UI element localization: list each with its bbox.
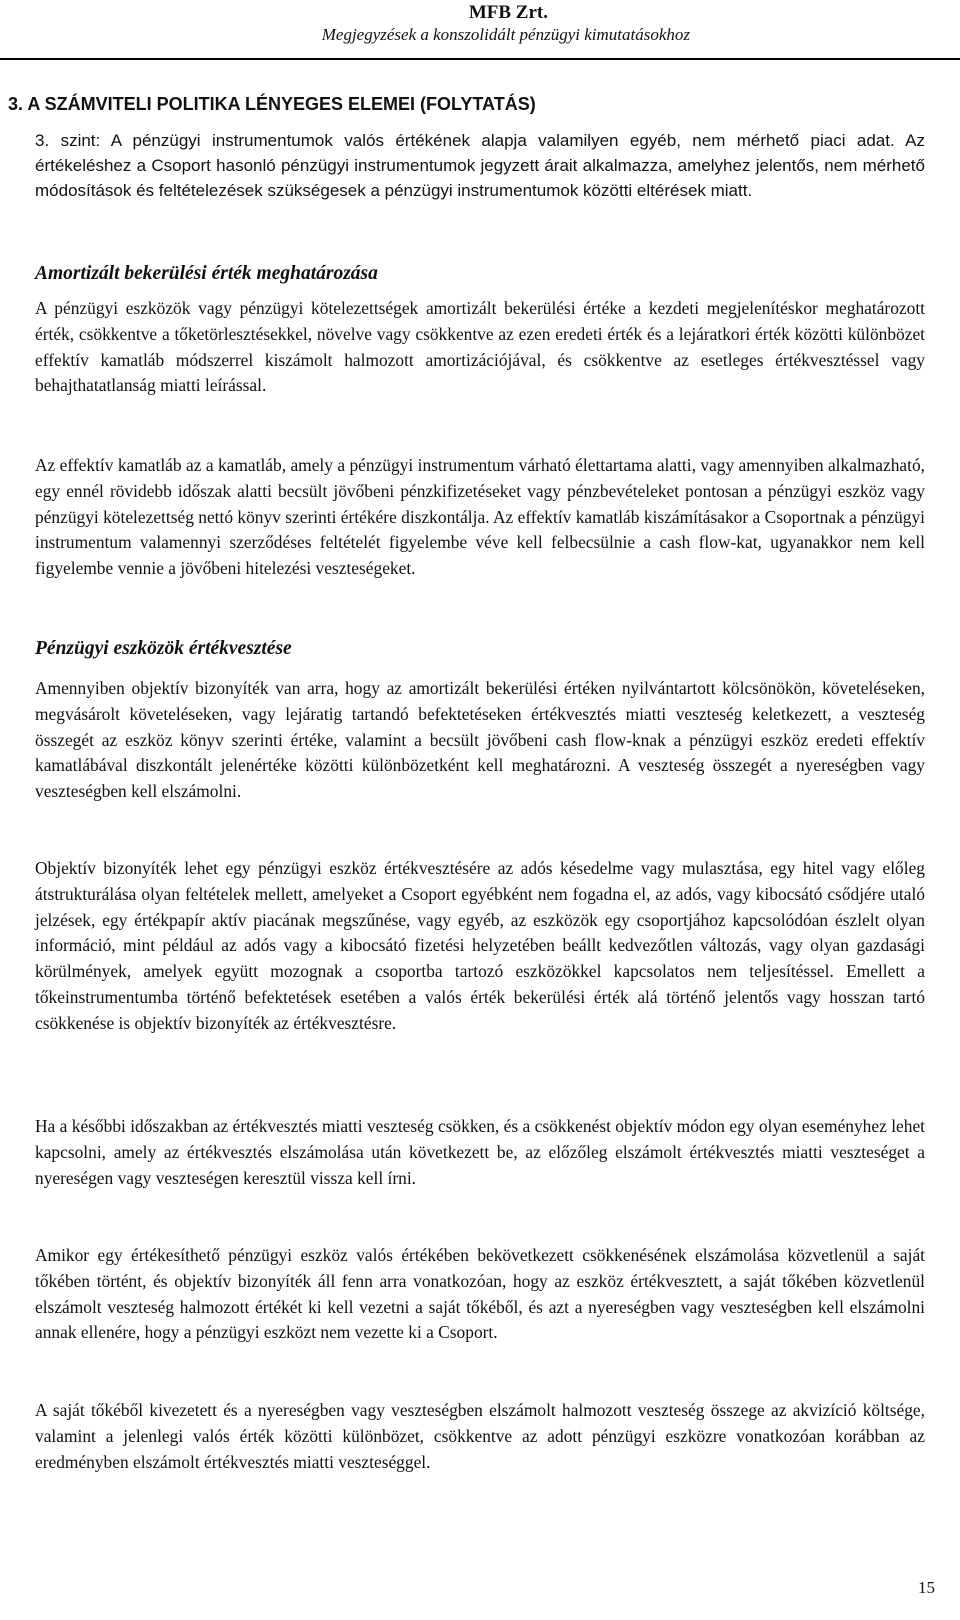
header-divider xyxy=(0,58,960,60)
amortized-paragraph-1: A pénzügyi eszközök vagy pénzügyi kötelezettségek amortizált bekerülési értéke a kezdeti megjelenítéskor meghatározott érték, csökkentve a tőketörlesztésekkel, növelve vagy csökkentve az ezen eredeti érték és a lejáratkori érték közötti különbözet effektív kamatláb módszerrel kiszámolt halmozott amortizációjával, és csökkentve az esetleges értékvesztéssel vagy behajthatatlanság miatti leírással. xyxy=(35,298,925,396)
impairment-paragraph-4: Amikor egy értékesíthető pénzügyi eszköz valós értékében bekövetkezett csökkenésének elszámolása közvetlenül a saját tőkében történt, és objektív bizonyíték áll fenn arra vonatkozóan, hogy az eszköz értékvesztett, a saját tőkében közvetlenül elszámolt veszteség halmozott értékét ki kell vezetni a saját tőkéből, és azt a nyereségben vagy veszteségben kell elszámolni annak ellenére, hogy a pénzügyi eszközt nem vezette ki a Csoport. xyxy=(35,1245,925,1343)
impairment-heading: Pénzügyi eszközök értékvesztése xyxy=(35,638,292,659)
header-subtitle: Megjegyzések a konszolidált pénzügyi kimutatásokhoz xyxy=(321,25,690,44)
section-title: 3. A SZÁMVITELI POLITIKA LÉNYEGES ELEMEI (FOLYTATÁS) xyxy=(8,94,536,114)
impairment-paragraph-5: A saját tőkéből kivezetett és a nyereségben vagy veszteségben elszámolt halmozott veszteség összege az akvizíció költsége, valamint a jelenlegi valós érték közötti különbözet, csökkentve az adott pénzügyi eszközre vonatkozóan korábban az eredményben elszámolt értékvesztés miatti veszteséggel. xyxy=(35,1400,925,1472)
intro-paragraph: 3. szint: A pénzügyi instrumentumok valós értékének alapja valamilyen egyéb, nem mérhető piaci adat. Az értékeléshez a Csoport hasonló pénzügyi instrumentumok jegyzett árait alkalmazza, amelyhez jelentős, nem mérhető módosítások és feltételezések szükségesek a pénzügyi instrumentumok közötti eltérések miatt. xyxy=(35,131,925,200)
page-number: 15 xyxy=(918,1578,935,1597)
amortized-paragraph-2: Az effektív kamatláb az a kamatláb, amely a pénzügyi instrumentum várható élettartama alatti, vagy amennyiben alkalmazható, egy ennél rövidebb időszak alatti becsült jövőbeni pénzkifizetéseket vagy pénzbevételeket pontosan a pénzügyi eszköz vagy pénzügyi kötelezettség nettó könyv szerinti értékére diszkontálja. Az effektív kamatláb kiszámításakor a Csoportnak a pénzügyi instrumentum valamennyi szerződéses feltételét figyelembe véve kell felbecsülnie a cash flow-kat, ugyanakkor nem kell figyelembe vennie a jövőbeni hitelezési veszteségeket. xyxy=(35,455,925,579)
impairment-paragraph-3: Ha a későbbi időszakban az értékvesztés miatti veszteség csökken, és a csökkenést objektív módon egy olyan eseményhez lehet kapcsolni, amely az értékvesztés elszámolása után következett be, az előzőleg elszámolt értékvesztés miatti veszteséget a nyereségen vagy veszteségen keresztül vissza kell írni. xyxy=(35,1116,925,1188)
impairment-paragraph-1: Amennyiben objektív bizonyíték van arra, hogy az amortizált bekerülési értéken nyilvántartott kölcsönökön, követeléseken, megvásárolt követeléseken, vagy lejáratig tartandó befektetéseken értékvesztés miatti veszteség keletkezett, a veszteség összegét az eszköz könyv szerinti értéke, valamint a becsült jövőbeni cash flow-knak a pénzügyi eszköz eredeti effektív kamatlábával diszkontált jelenértéke közötti különbözetként kell meghatározni. A veszteség összegét a nyereségben vagy veszteségben kell elszámolni. xyxy=(35,678,925,802)
impairment-paragraph-2: Objektív bizonyíték lehet egy pénzügyi eszköz értékvesztésére az adós késedelme vagy mulasztása, egy hitel vagy előleg átstrukturálása olyan feltételek mellett, amelyeket a Csoport egyébként nem fogadna el, az adós, vagy kibocsátó csődjére utaló jelzések, egy értékpapír aktív piacának megszűnése, vagy egyéb, az eszközök egy csoportjához kapcsolódóan észlelt olyan információ, mint például az adós vagy a kibocsátó fizetési helyzetében beállt kedvezőtlen változás, vagy olyan gazdasági körülmények, amelyek együtt mozognak a csoportba tartozó eszközökkel kapcsolatos nem teljesítéssel. Emellett a tőkeinstrumentumba történő befektetések esetében a valós érték bekerülési érték alá történő jelentős vagy hosszan tartó csökkenése is objektív bizonyíték az értékvesztésre. xyxy=(35,858,925,1033)
company-name: MFB Zrt. xyxy=(468,2,548,23)
amortized-cost-heading: Amortizált bekerülési érték meghatározása xyxy=(35,263,378,284)
